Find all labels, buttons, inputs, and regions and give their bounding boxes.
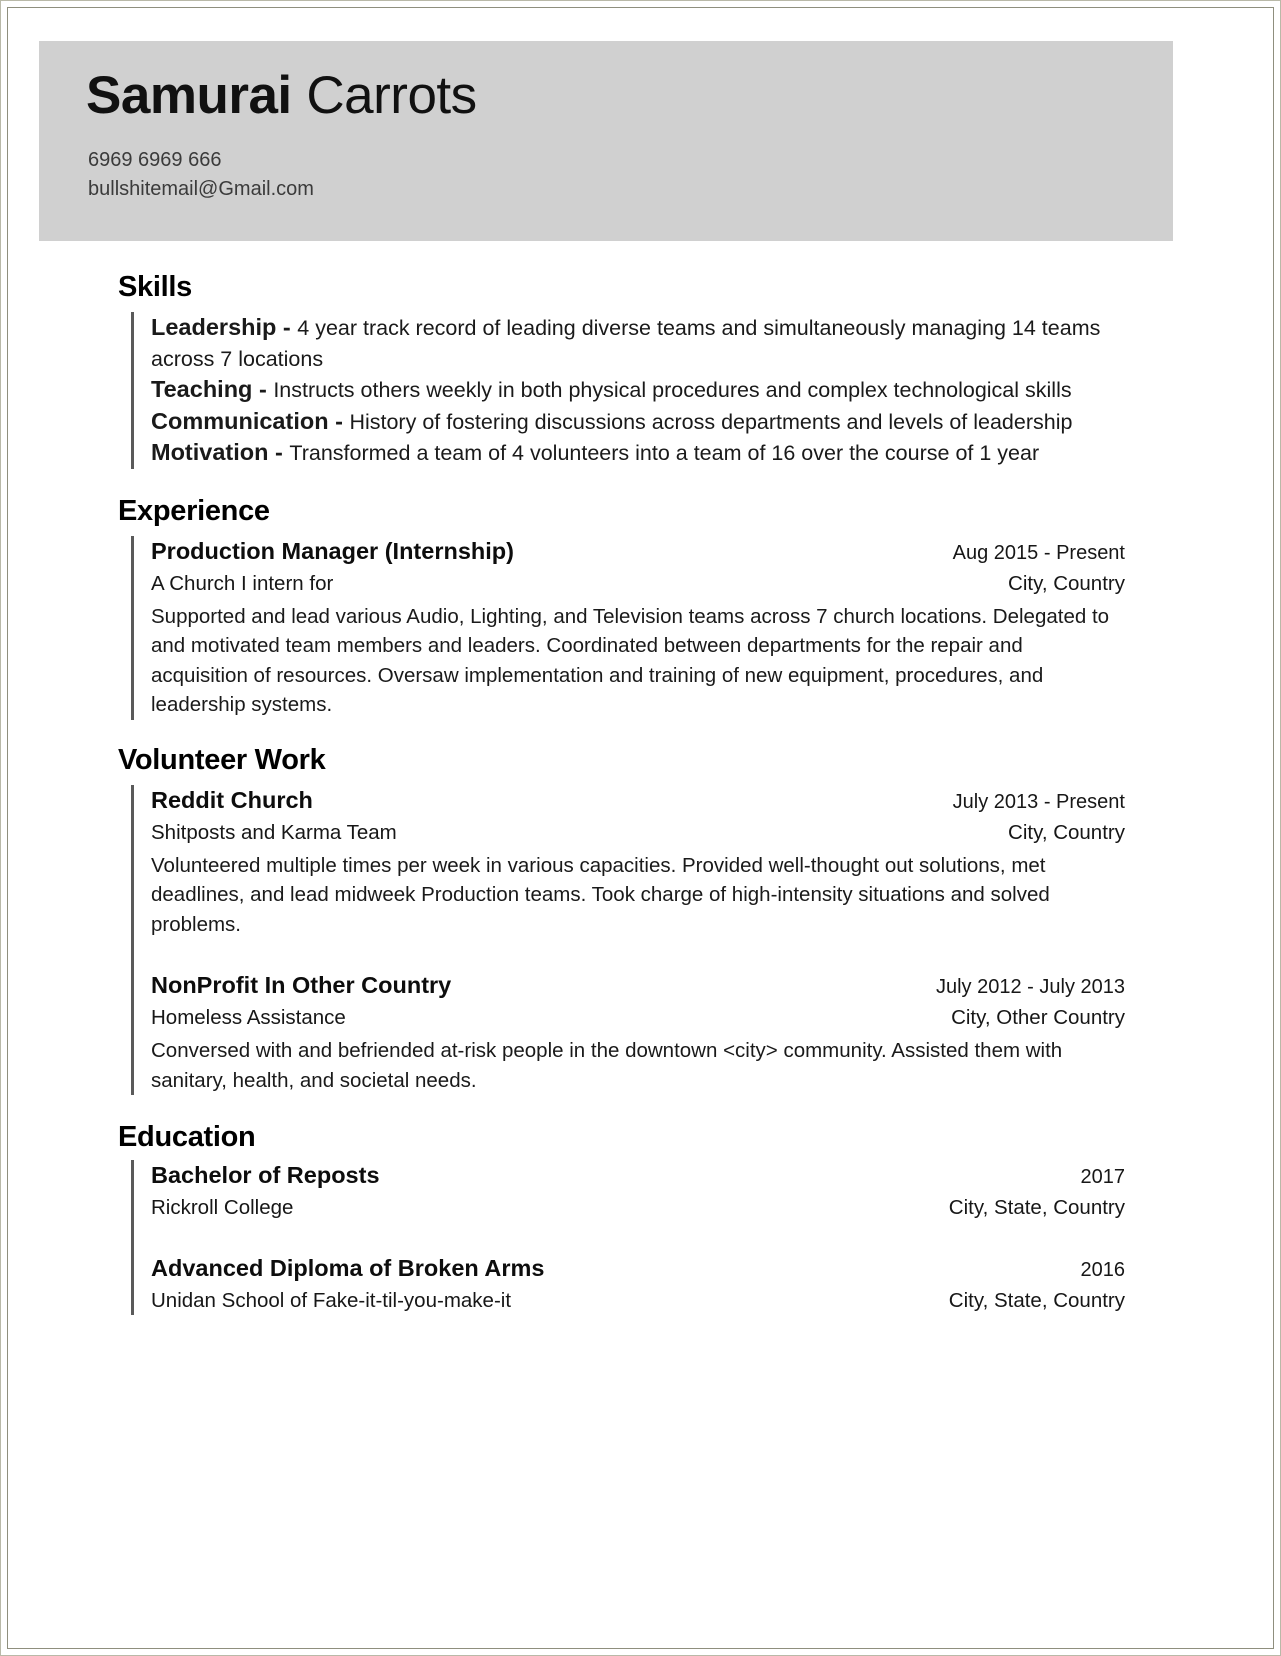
volunteer-entry — [151, 785, 1125, 940]
entry-header-row — [151, 970, 1125, 1003]
skill-description: History of fostering discussions across departments and levels of leadership — [349, 409, 1073, 434]
entry-date: Aug 2015 - Present — [952, 541, 1125, 564]
entry-title: NonProfit In Other Country — [151, 972, 452, 998]
entry-date: July 2012 - July 2013 — [935, 976, 1125, 998]
entry-location: City, Country — [1008, 571, 1125, 595]
education-entry — [151, 1253, 1125, 1315]
education-entry — [151, 1160, 1125, 1222]
skill-description: 4 year track record of leading diverse teams and simultaneously managing 14 teams across 7 locations — [151, 316, 1101, 371]
entry-description: Supported and lead various Audio, Lighting, and Television teams across 7 church locations. Delegated to and motivated team members and leaders. Coordinated between departments for the repair and acquisition of resources. Oversaw implementation and training of new equipment, procedures, and leadership systems. — [151, 604, 1110, 716]
entry-subtitle: Unidan School of Fake-it-til-you-make-it — [151, 1289, 512, 1312]
experience-list — [131, 536, 1125, 720]
section-heading-experience: Experience — [118, 494, 270, 527]
entry-date: 2017 — [1080, 1166, 1125, 1188]
entry-description: Conversed with and befriended at-risk people in the downtown <city> community. Assisted them with sanitary, health, and societal needs. — [151, 1039, 1063, 1092]
entry-title: Advanced Diploma of Broken Arms — [151, 1255, 545, 1281]
entry-subtitle: Homeless Assistance — [151, 1006, 346, 1029]
entry-title: Reddit Church — [151, 786, 313, 813]
section-education — [8, 1095, 1273, 1315]
skill-separator: - — [252, 376, 274, 402]
education-list — [131, 1160, 1125, 1315]
page-inner-border — [7, 7, 1274, 1649]
skill-item — [151, 312, 1125, 374]
contact-email: bullshitemail@Gmail.com — [88, 178, 314, 200]
skills-list — [131, 312, 1125, 469]
contact-phone: 6969 6969 666 — [88, 149, 222, 171]
entry-subtitle: Shitposts and Karma Team — [151, 820, 397, 844]
candidate-last-name: Carrots — [306, 66, 477, 125]
entry-title: Production Manager (Internship) — [151, 537, 514, 564]
entry-subheader-row — [151, 818, 1125, 847]
section-heading-volunteer: Volunteer Work — [118, 743, 326, 776]
entry-location: City, Other Country — [951, 1006, 1125, 1029]
section-experience — [8, 469, 1273, 720]
skill-separator: - — [328, 407, 350, 434]
entry-subtitle: Rickroll College — [151, 1196, 294, 1219]
volunteer-list — [131, 785, 1125, 1096]
skill-separator: - — [276, 314, 298, 340]
resume-sheet — [8, 8, 1273, 1648]
entry-subheader-row — [151, 1193, 1125, 1222]
section-heading-education: Education — [118, 1121, 256, 1153]
skill-name: Communication — [151, 407, 329, 434]
skill-name: Teaching — [151, 376, 253, 402]
entry-header-row — [151, 536, 1125, 569]
skill-separator: - — [268, 439, 290, 465]
entry-header-row — [151, 1160, 1125, 1193]
entry-subheader-row — [151, 569, 1125, 598]
section-heading-skills: Skills — [118, 271, 192, 303]
skill-name: Motivation — [151, 439, 269, 465]
skill-description: Instructs others weekly in both physical procedures and complex technological skills — [273, 378, 1072, 402]
candidate-first-name: Samurai — [86, 66, 292, 125]
skill-item — [151, 374, 1125, 406]
section-volunteer — [8, 720, 1273, 1096]
entry-location: City, State, Country — [948, 1196, 1125, 1219]
skill-item — [151, 437, 1125, 469]
skill-item — [151, 406, 1125, 438]
section-skills — [8, 241, 1273, 469]
skill-name: Leadership — [151, 314, 277, 340]
entry-description: Volunteered multiple times per week in various capacities. Provided well-thought out solutions, met deadlines, and lead midweek Production teams. Took charge of high-intensity situations and solved problems. — [151, 853, 1050, 936]
entry-header-row — [151, 1253, 1125, 1286]
entry-date: 2016 — [1080, 1259, 1125, 1281]
volunteer-entry — [151, 970, 1125, 1095]
entry-subheader-row — [151, 1003, 1125, 1032]
experience-entry — [151, 536, 1125, 720]
entry-subtitle: A Church I intern for — [151, 571, 334, 595]
candidate-name — [86, 65, 477, 127]
entry-subheader-row — [151, 1286, 1125, 1315]
resume-content — [8, 241, 1273, 1315]
entry-title: Bachelor of Reposts — [151, 1162, 380, 1188]
skill-description: Transformed a team of 4 volunteers into a team of 16 over the course of 1 year — [289, 441, 1040, 465]
entry-location: City, Country — [1008, 820, 1125, 844]
entry-header-row — [151, 785, 1125, 818]
entry-location: City, State, Country — [948, 1289, 1125, 1312]
entry-date: July 2013 - Present — [952, 790, 1125, 813]
